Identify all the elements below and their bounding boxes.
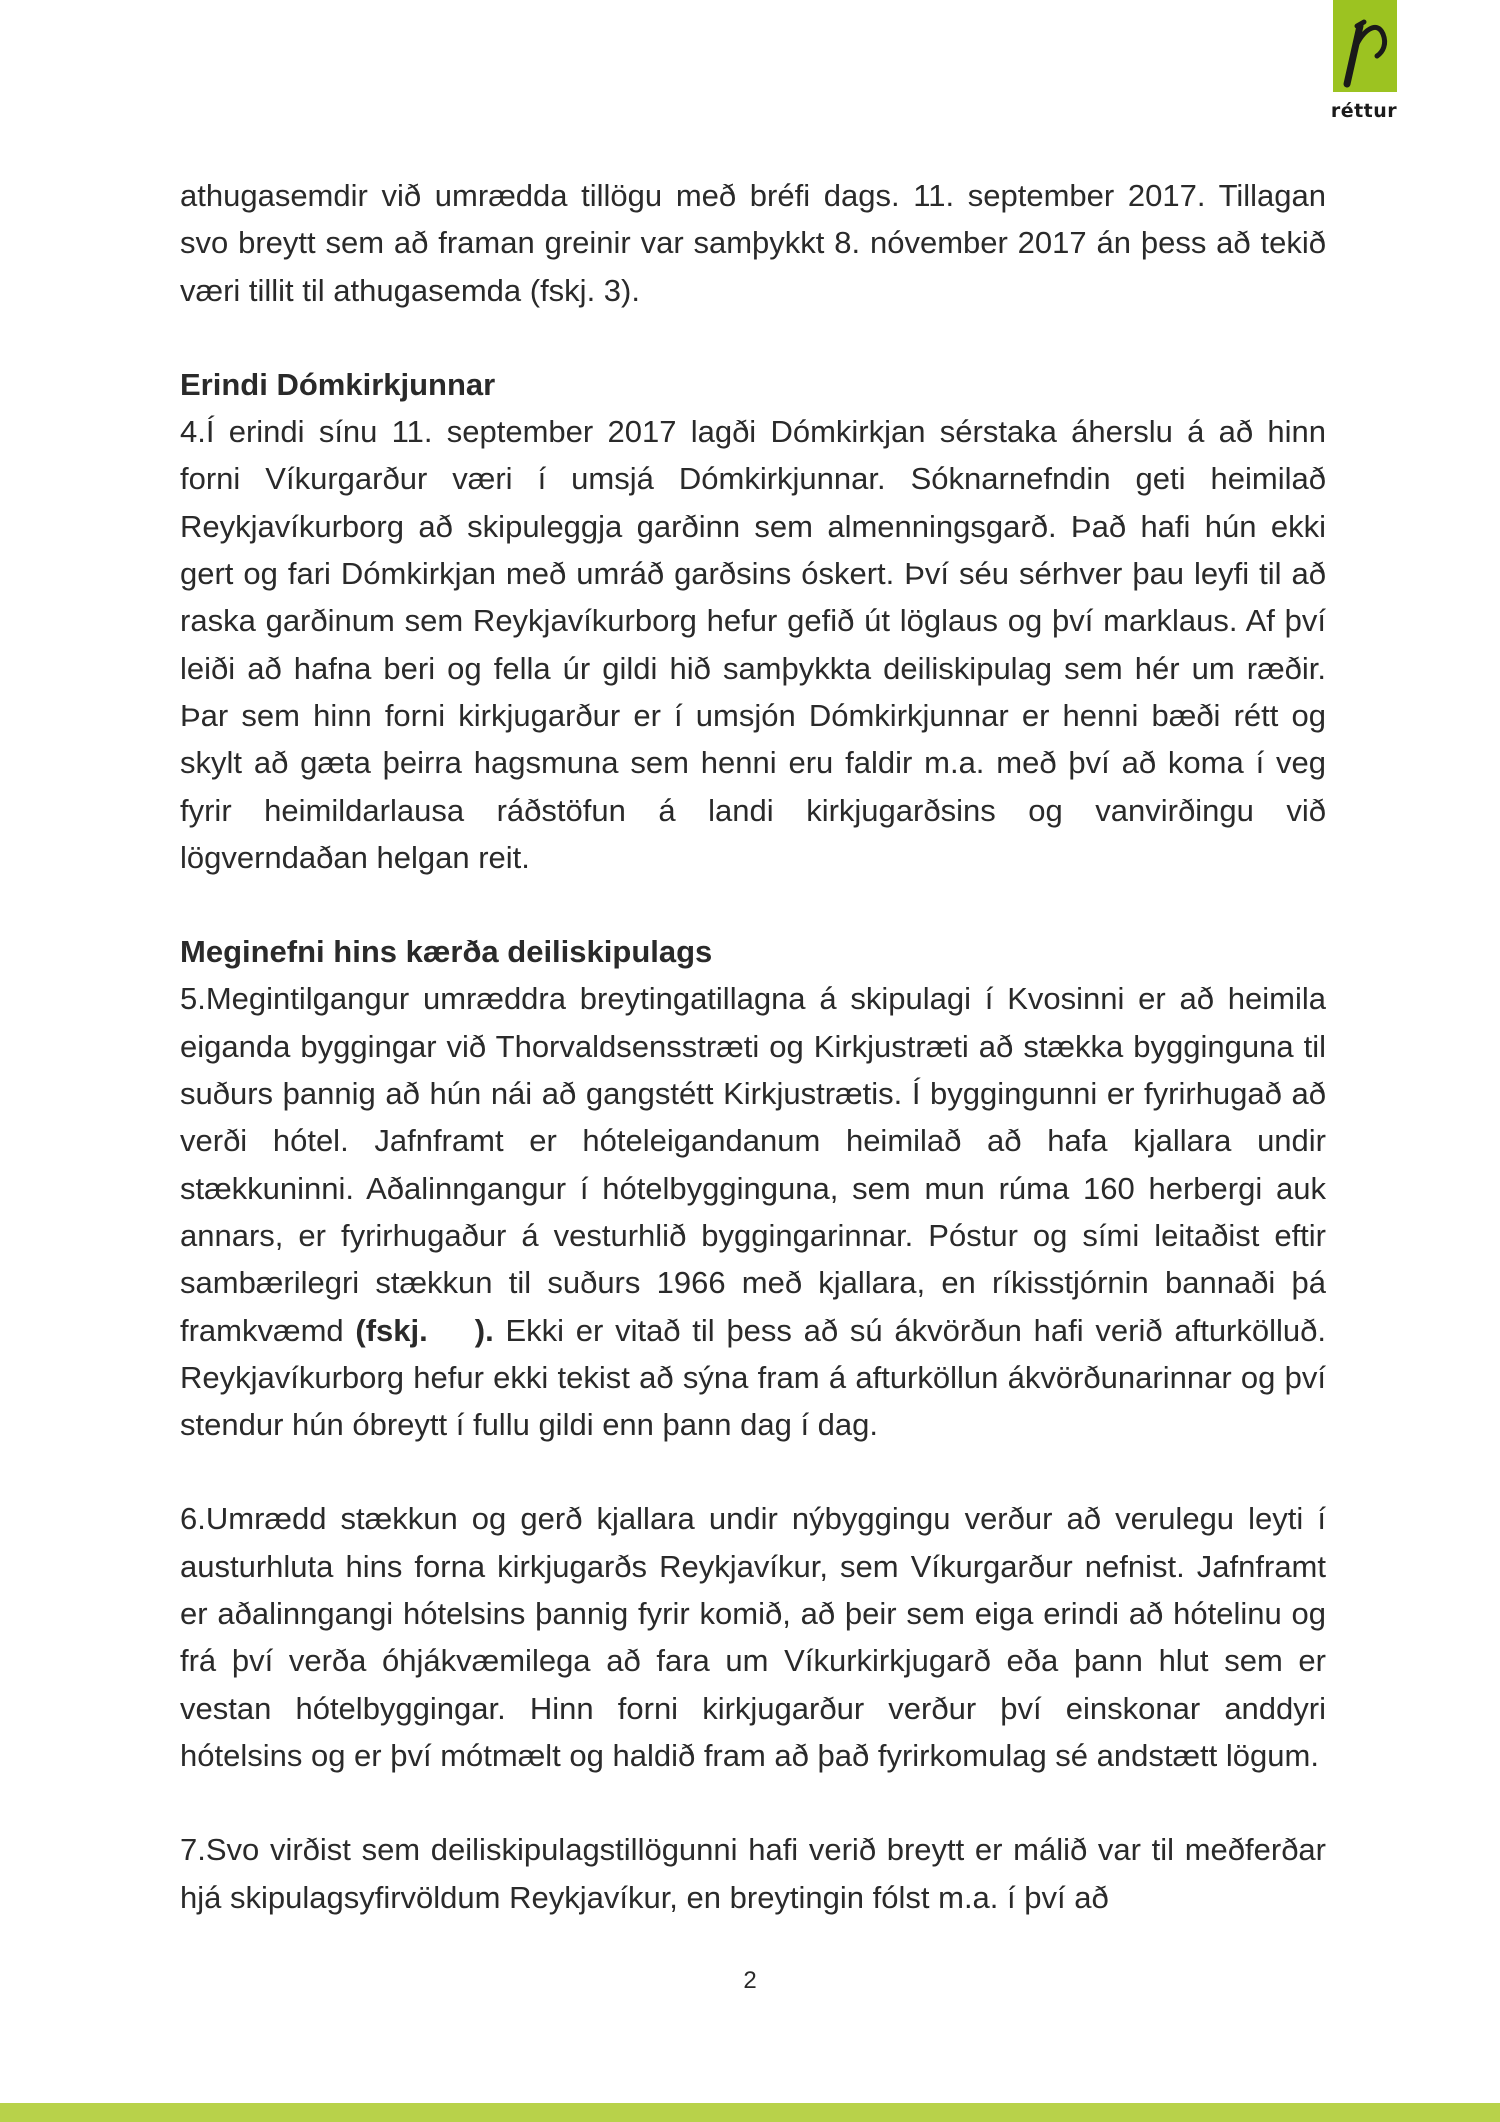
section-heading-erindi: Erindi Dómkirkjunnar bbox=[180, 366, 496, 402]
paragraph-5-exhibit-ref: (fskj. ). bbox=[355, 1312, 494, 1348]
paragraph-4: 4.Í erindi sínu 11. september 2017 lagði Dómkirkjan sérstaka áherslu á að hinn forni Víkurgarður væri í umsjá Dómkirkjunnar. Sóknarnefndin geti heimilað Reykjavíkurborg að skipuleggja garðinn sem almenningsgarð. Það hafi hún ekki gert og fari Dómkirkjan með umráð garðsins óskert. Því séu sérhver þau leyfi til að raska garðinum sem Reykjavíkurborg hefur gefið út löglaus og því marklaus. Af því leiði að hafna beri og fella úr gildi hið samþykkta deiliskipulag sem hér um ræðir. Þar sem hinn forni kirkjugarður er í umsjón Dómkirkjunnar er henni bæði rétt og skylt að gæta þeirra hagsmuna sem henni eru faldir m.a. með því að koma í veg fyrir heimildarlausa ráðstöfun á landi kirkjugarðsins og vanvirðingu við lögverndaðan helgan reit. bbox=[180, 414, 1326, 875]
paragraph-5-text-end: Ekki er vitað til þess að sú ákvörðun hafi verið afturkölluð. Reykjavíkurborg hefur ekki tekist að sýna fram á afturköllun ákvörðunarinnar og því stendur hún óbreytt í fullu gildi enn þann dag í dag. bbox=[180, 1312, 1326, 1443]
paragraph-spacer bbox=[180, 1448, 1326, 1495]
rettur-logo bbox=[1321, 0, 1407, 128]
paragraph-continuation: athugasemdir við umrædda tillögu með bréfi dags. 11. september 2017. Tillagan svo breytt sem að framan greinir var samþykkt 8. nóvember 2017 án þess að tekið væri tillit til athugasemda (fskj. 3). bbox=[180, 178, 1326, 308]
paragraph-5 bbox=[180, 975, 1326, 1448]
paragraph-spacer bbox=[180, 1779, 1326, 1826]
page-number: 2 bbox=[743, 1967, 757, 1994]
paragraph-spacer bbox=[180, 314, 1326, 361]
footer-bar bbox=[0, 2103, 1500, 2122]
paragraph-5-text-start: 5.Megintilgangur umræddra breytingatillagna á skipulagi í Kvosinni er að heimila eiganda byggingar við Thorvaldsensstræti og Kirkjustræti að stækka bygginguna til suðurs þannig að hún nái að gangstétt Kirkjustrætis. Í byggingunni er fyrirhugað að verði hótel. Jafnframt er hóteleigandanum heimilað að hafa kjallara undir stækkuninni. Aðalinngangur í hótelbygginguna, sem mun rúma 160 herbergi auk annars, er fyrirhugaður á vesturhlið byggingarinnar. Póstur og sími leitaðist eftir sambærilegri stækkun til suðurs 1966 með kjallara, en ríkisstjórnin bannaði þá framkvæmd bbox=[180, 981, 1326, 1348]
section-heading-meginefni: Meginefni hins kærða deiliskipulags bbox=[180, 934, 713, 970]
paragraph-6: 6.Umrædd stækkun og gerð kjallara undir nýbyggingu verður að verulegu leyti í austurhluta hins forna kirkjugarðs Reykjavíkur, sem Víkurgarður nefnist. Jafnframt er aðalinngangi hótelsins þannig fyrir komið, að þeir sem eiga erindi að hótelinu og frá því verða óhjákvæmilega að fara um Víkurkirkjugarð eða þann hlut sem er vestan hótelbyggingar. Hinn forni kirkjugarður verður því einskonar anddyri hótelsins og er því mótmælt og haldið fram að það fyrirkomulag sé andstætt lögum. bbox=[180, 1501, 1326, 1773]
logo-r-glyph-icon bbox=[1333, 0, 1397, 92]
paragraph-7: 7.Svo virðist sem deiliskipulagstillögunni hafi verið breytt er málið var til meðferðar hjá skipulagsyfirvöldum Reykjavíkur, en breytingin fólst m.a. í því að bbox=[180, 1832, 1326, 1915]
logo-wordmark: réttur bbox=[1330, 100, 1398, 122]
logo-green-box bbox=[1333, 0, 1397, 92]
document-body bbox=[180, 172, 1326, 1921]
paragraph-spacer bbox=[180, 881, 1326, 928]
